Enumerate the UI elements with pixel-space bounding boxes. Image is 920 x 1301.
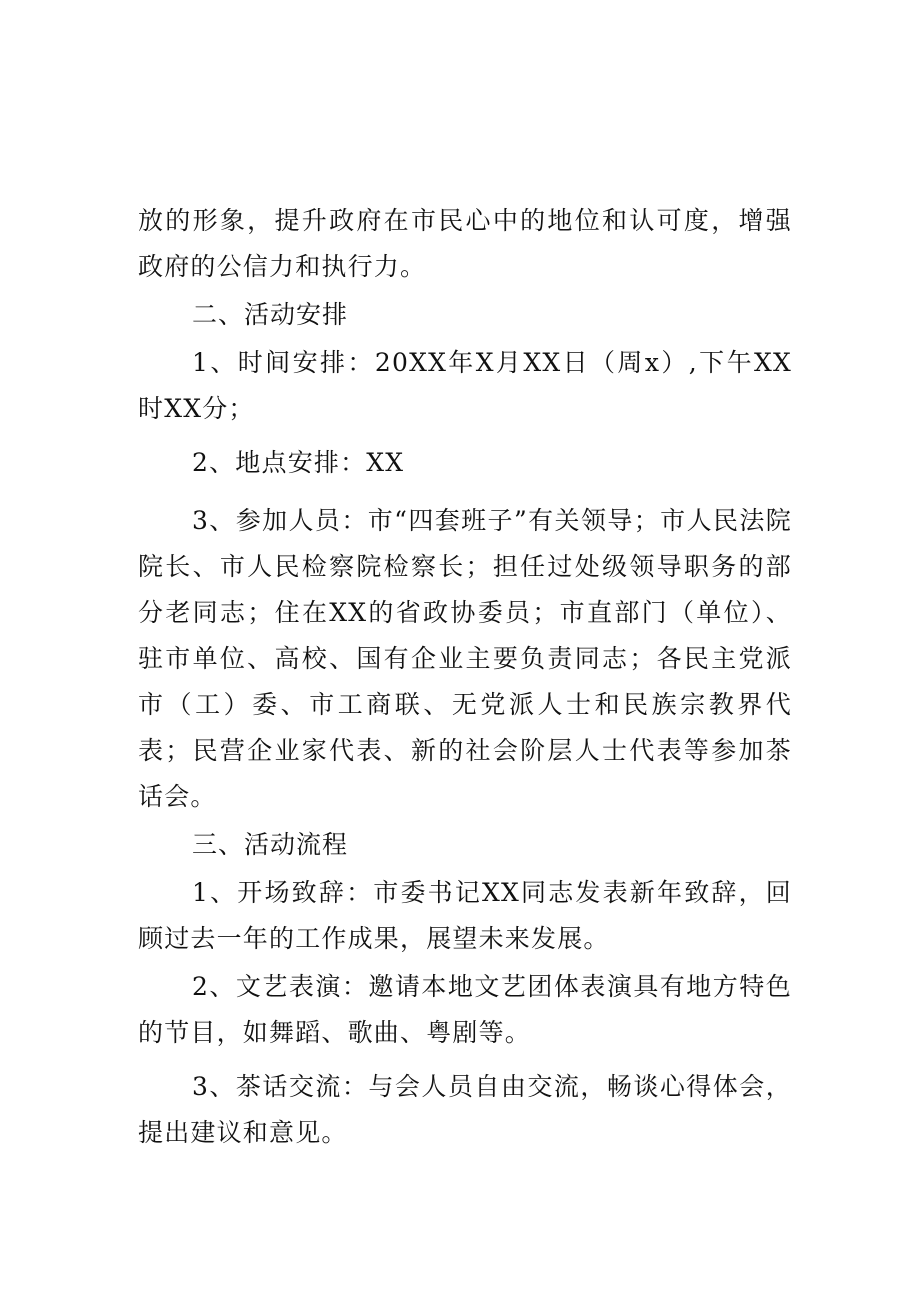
arrangement-item-location: 2、地点安排：XX: [192, 448, 405, 477]
section-heading-activity-arrangement: 二、活动安排: [192, 300, 349, 329]
process-item-tea-exchange: 3、茶话交流：与会人员自由交流，畅谈心得体会，提出建议和意见。: [138, 1072, 792, 1147]
document-page: [138, 198, 792, 1156]
section-heading-activity-process: 三、活动流程: [192, 830, 349, 859]
arrangement-item-time: 1、时间安排：20XX年X月XX日（周x）,下午XX时XX分；: [138, 348, 792, 423]
arrangement-item-participants: 3、参加人员：市“四套班子”有关领导；市人民法院院长、市人民检察院检察长；担任过处级领导职务的部分老同志；住在XX的省政协委员；市直部门（单位）、驻市单位、高校、国有企业主要负责同志；各民主党派市（工）委、市工商联、无党派人士和民族宗教界代表；民营企业家代表、新的社会阶层人士代表等参加茶话会。: [138, 506, 792, 811]
process-item-opening-speech: 1、开场致辞：市委书记XX同志发表新年致辞，回顾过去一年的工作成果，展望未来发展。: [138, 878, 792, 953]
continuation-paragraph: 放的形象，提升政府在市民心中的地位和认可度，增强政府的公信力和执行力。: [138, 206, 792, 281]
process-item-performance: 2、文艺表演：邀请本地文艺团体表演具有地方特色的节目，如舞蹈、歌曲、粤剧等。: [138, 972, 792, 1047]
